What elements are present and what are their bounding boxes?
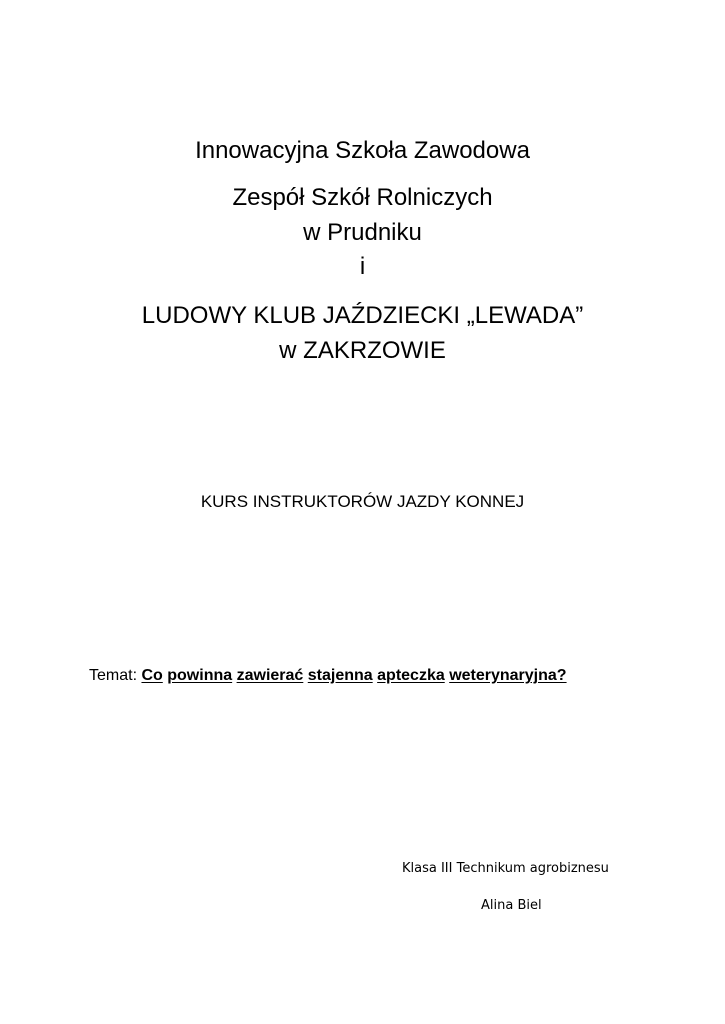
topic-word: Co [141, 667, 163, 684]
topic-label: Temat: [89, 667, 138, 684]
club-location: w ZAKRZOWIE [279, 337, 446, 364]
school-location: w Prudniku [303, 219, 422, 246]
class-info: Klasa III Technikum agrobiznesu [402, 861, 609, 876]
author-name: Alina Biel [481, 898, 542, 913]
conjunction: i [359, 253, 366, 280]
course-title: KURS INSTRUKTORÓW JAZDY KONNEJ [200, 492, 525, 511]
topic-word: weterynaryjna? [449, 667, 567, 684]
topic-word: zawierać [236, 667, 304, 684]
club-name: LUDOWY KLUB JAŹDZIECKI „LEWADA” [141, 302, 584, 329]
topic-word: apteczka [377, 667, 445, 684]
topic-word: powinna [167, 667, 233, 684]
topic-line [89, 665, 567, 687]
topic-word: stajenna [307, 667, 373, 684]
school-complex-name: Zespół Szkół Rolniczych [232, 184, 493, 211]
school-name: Innowacyjna Szkoła Zawodowa [195, 137, 530, 164]
